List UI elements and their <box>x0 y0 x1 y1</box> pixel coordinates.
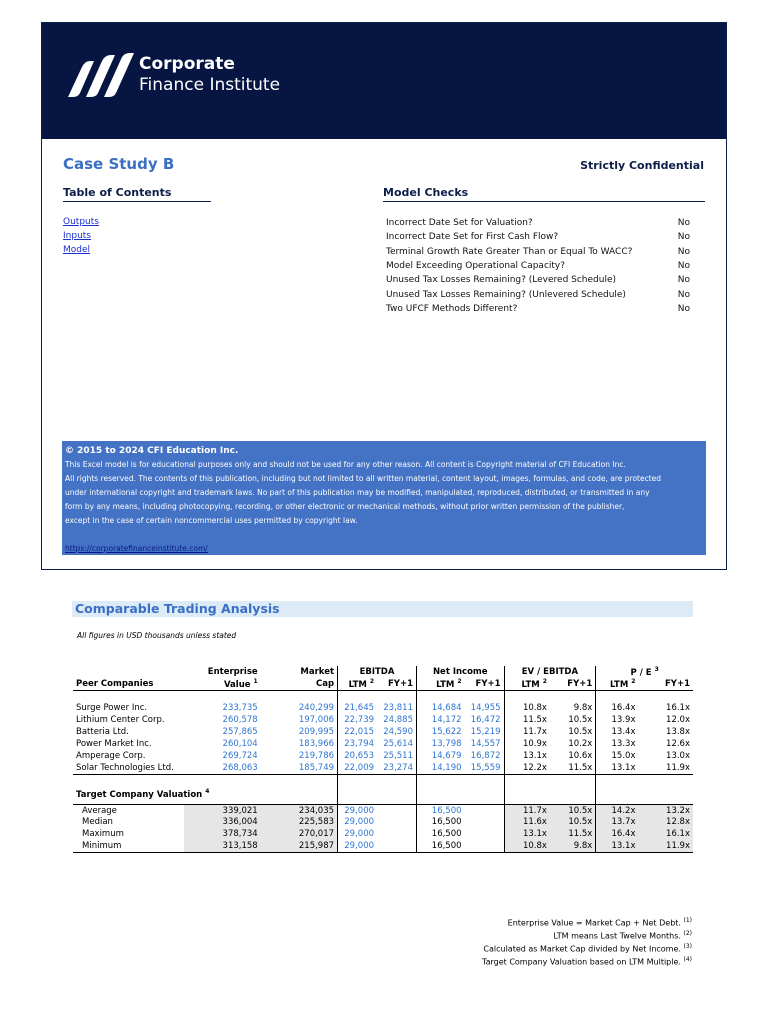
peer-ebitda-fy1: 23,811 <box>383 703 413 714</box>
model-check-answer: No <box>677 260 690 271</box>
stat-ev: 378,734 <box>184 828 261 840</box>
footnote-marker: 4 <box>205 788 210 796</box>
peer-ev-ebitda-fy1: 9.8x <box>573 703 593 714</box>
spacer-cell <box>465 774 504 788</box>
peer-ev-ebitda-ltm: 12.2x <box>504 762 550 774</box>
peer-ev-ebitda-ltm: 10.8x <box>504 702 550 714</box>
model-check-row <box>386 304 690 318</box>
spacer-cell <box>184 774 261 788</box>
spacer-cell <box>417 690 465 702</box>
peer-row <box>73 750 693 762</box>
spacer-cell <box>504 774 550 788</box>
peer-pe-fy1: 13.0x <box>666 751 690 762</box>
spacer-cell <box>550 774 596 788</box>
stat-name: Maximum <box>82 829 124 840</box>
peer-ev: 260,578 <box>222 715 258 726</box>
stat-ebitda-fy1 <box>377 828 416 840</box>
model-check-row <box>386 232 690 246</box>
spacer-cell <box>596 788 639 800</box>
footnote-marker: (2) <box>683 930 692 937</box>
stat-market-cap: 270,017 <box>261 828 338 840</box>
spacer-cell <box>377 690 416 702</box>
peer-netincome-fy1: 15,559 <box>465 762 504 774</box>
stat-ev-ebitda-fy1: 9.8x <box>550 840 596 852</box>
copyright-line: except in the case of certain noncommercial uses permitted by copyright law. <box>65 516 358 525</box>
model-check-question: Terminal Growth Rate Greater Than or Equal To WACC? <box>386 246 633 257</box>
peer-netincome-ltm: 14,679 <box>417 750 465 762</box>
cover-sheet <box>41 22 727 570</box>
col-evebitda-label: EV / EBITDA <box>504 666 596 678</box>
peer-ebitda-fy1: 24,885 <box>383 715 413 726</box>
spacer-cell <box>638 788 693 800</box>
ltm-text: LTM <box>521 679 540 690</box>
spacer-cell <box>338 788 377 800</box>
stat-ev-ebitda-fy1: 10.5x <box>550 804 596 816</box>
peer-name: Batteria Ltd. <box>76 727 129 738</box>
stat-name: Average <box>73 804 184 816</box>
col-ev-label-2 <box>184 678 261 690</box>
peer-ev: 260,104 <box>222 739 258 750</box>
model-check-answer: No <box>677 289 690 300</box>
cfi-banner <box>42 23 726 139</box>
stat-ev-ebitda-ltm: 11.7x <box>504 804 550 816</box>
stat-netincome-ltm: 16,500 <box>417 804 465 816</box>
peer-row <box>73 738 693 750</box>
model-check-answer: No <box>677 275 690 286</box>
footnote-text: Enterprise Value = Market Cap + Net Debt. <box>507 918 681 928</box>
footnote-marker: 2 <box>542 678 547 685</box>
peer-pe-ltm: 13.9x <box>596 714 639 726</box>
stat-netincome-fy1 <box>465 840 504 852</box>
spacer-cell <box>261 690 338 702</box>
col-ebitda-label: EBITDA <box>338 666 417 678</box>
target-heading-row <box>73 788 693 800</box>
brand-line-1: Corporate <box>139 54 235 74</box>
peer-name: Amperage Corp. <box>76 751 146 762</box>
spacer-cell <box>596 690 639 702</box>
spacer-cell <box>73 690 184 702</box>
model-check-answer: No <box>677 246 690 257</box>
stat-netincome-ltm: 16,500 <box>417 828 465 840</box>
peer-pe-ltm: 13.1x <box>596 762 639 774</box>
model-check-row <box>386 218 690 232</box>
peer-market-cap: 219,786 <box>298 751 335 762</box>
header-row-2 <box>73 678 693 690</box>
footnote-marker: (4) <box>683 956 692 963</box>
peer-row <box>73 714 693 726</box>
peer-ebitda-ltm: 22,015 <box>338 726 377 738</box>
copyright-line: under international copyright and trademark laws. No part of this publication may be modified, manipulated, reproduced, distributed, or transmitted in any <box>65 488 650 497</box>
spacer-cell <box>465 690 504 702</box>
ltm-text: LTM <box>348 679 367 690</box>
peer-ev: 233,735 <box>222 703 258 714</box>
footnote-text: LTM means Last Twelve Months. <box>553 931 681 941</box>
model-check-row <box>386 275 690 289</box>
stat-pe-ltm: 13.7x <box>596 816 639 828</box>
peer-pe-ltm: 15.0x <box>596 750 639 762</box>
stat-pe-fy1: 16.1x <box>638 828 693 840</box>
peer-netincome-fy1: 15,219 <box>470 727 501 738</box>
stat-name: Minimum <box>73 840 184 852</box>
peer-pe-fy1: 16.1x <box>666 703 690 714</box>
fy-label: FY+1 <box>638 678 693 690</box>
confidential-label: Strictly Confidential <box>580 159 704 172</box>
stat-ebitda-fy1 <box>377 840 416 852</box>
comparable-trading-table <box>73 666 693 853</box>
peer-ev-ebitda-fy1: 11.5x <box>550 762 596 774</box>
peer-row <box>73 762 693 774</box>
peer-pe-fy1: 13.8x <box>666 727 690 738</box>
model-check-answer: No <box>677 232 690 243</box>
spacer-cell <box>504 690 550 702</box>
stat-netincome-ltm: 16,500 <box>417 840 465 852</box>
peer-ebitda-ltm: 21,645 <box>338 702 377 714</box>
spacer-cell <box>596 774 639 788</box>
peer-row <box>73 702 693 714</box>
stat-netincome-ltm: 16,500 <box>417 816 465 828</box>
peer-name: Solar Technologies Ltd. <box>73 762 184 774</box>
peer-market-cap: 197,006 <box>298 715 335 726</box>
peer-ebitda-ltm: 20,653 <box>338 750 377 762</box>
peer-name: Power Market Inc. <box>76 739 152 750</box>
stat-ev: 313,158 <box>184 840 261 852</box>
copyright-block <box>62 441 706 555</box>
stat-ebitda-ltm: 29,000 <box>338 816 377 828</box>
col-ev-label: Enterprise <box>207 667 258 677</box>
peer-ebitda-fy1: 25,614 <box>383 739 413 750</box>
copyright-line: form by any means, including photocopying, recording, or other electronic or mechanical methods, without prior written permission of the publisher, <box>65 502 625 511</box>
stat-ev-ebitda-ltm: 13.1x <box>504 828 550 840</box>
model-check-question: Unused Tax Losses Remaining? (Levered Schedule) <box>386 275 617 286</box>
spacer-cell <box>417 774 465 788</box>
peer-netincome-ltm: 13,798 <box>417 738 465 750</box>
fy-label: FY+1 <box>377 678 416 690</box>
peer-pe-ltm: 13.3x <box>596 738 639 750</box>
peer-pe-fy1: 12.0x <box>666 715 690 726</box>
spacer-cell <box>504 788 550 800</box>
stat-ev-ebitda-fy1: 11.5x <box>550 828 596 840</box>
stat-pe-fy1: 13.2x <box>638 804 693 816</box>
stat-pe-fy1: 11.9x <box>638 840 693 852</box>
footnote-marker: (3) <box>683 943 692 950</box>
peer-ebitda-ltm: 22,739 <box>338 714 377 726</box>
fy-label: FY+1 <box>550 678 596 690</box>
peer-ev: 268,063 <box>184 762 261 774</box>
spacer-cell <box>377 788 416 800</box>
stat-ebitda-ltm: 29,000 <box>338 804 377 816</box>
ltm-label <box>417 678 465 690</box>
peer-market-cap: 185,749 <box>261 762 338 774</box>
model-check-answer: No <box>677 303 690 314</box>
col-pe-label <box>596 666 693 678</box>
stat-market-cap: 215,987 <box>261 840 338 852</box>
section-title: Comparable Trading Analysis <box>72 601 693 617</box>
stat-ev-ebitda-ltm: 11.6x <box>504 816 550 828</box>
model-check-row <box>386 261 690 275</box>
peer-market-cap: 240,299 <box>298 703 335 714</box>
stat-netincome-fy1 <box>465 804 504 816</box>
ltm-label <box>504 678 550 690</box>
peer-netincome-ltm: 15,622 <box>417 726 465 738</box>
stat-row <box>73 840 693 852</box>
stat-ev-ebitda-ltm: 10.8x <box>504 840 550 852</box>
peer-pe-fy1: 11.9x <box>638 762 693 774</box>
peer-ev-ebitda-fy1: 10.6x <box>568 751 593 762</box>
peer-ev-ebitda-ltm: 11.7x <box>504 726 550 738</box>
model-check-answer: No <box>677 218 690 228</box>
stat-name: Median <box>82 817 113 828</box>
footnote-text: Target Company Valuation based on LTM Multiple. <box>482 957 681 967</box>
spacer-cell <box>638 774 693 788</box>
peer-ev-ebitda-fy1: 10.2x <box>568 739 593 750</box>
model-check-row <box>386 247 690 261</box>
footnote-marker: 2 <box>369 678 375 685</box>
peer-ebitda-ltm: 23,794 <box>338 738 377 750</box>
peer-market-cap: 183,966 <box>298 739 335 750</box>
peer-row <box>73 726 693 738</box>
peer-netincome-ltm: 14,172 <box>417 714 465 726</box>
spacer-cell <box>417 788 465 800</box>
footnote-marker: 2 <box>631 678 636 685</box>
units-note: All figures in USD thousands unless stated <box>77 631 237 640</box>
model-check-row <box>386 290 690 304</box>
stat-ebitda-ltm: 29,000 <box>338 840 377 852</box>
cfi-website-link[interactable]: https://corporatefinanceinstitute.com/ <box>65 544 208 553</box>
peer-ev-ebitda-fy1: 10.5x <box>568 715 593 726</box>
footnote <box>508 917 692 928</box>
stat-netincome-fy1 <box>465 816 504 828</box>
cfi-logo-icon <box>66 53 136 99</box>
spacer-row <box>73 774 693 788</box>
stat-ebitda-fy1 <box>377 804 416 816</box>
toc-heading: Table of Contents <box>63 186 211 202</box>
spacer-cell <box>465 788 504 800</box>
peer-pe-ltm: 16.4x <box>596 702 639 714</box>
footnote-marker: 2 <box>457 678 462 685</box>
pe-label-text: P / E <box>630 667 652 678</box>
col-peer-label: Peer Companies <box>73 678 184 690</box>
ltm-text: LTM <box>436 679 455 690</box>
peer-pe-fy1: 12.6x <box>666 739 690 750</box>
model-check-question: Incorrect Date Set for First Cash Flow? <box>386 232 559 243</box>
spacer-cell <box>377 774 416 788</box>
footnote <box>483 943 692 954</box>
footnote-marker: 1 <box>253 678 258 685</box>
peer-pe-ltm: 13.4x <box>596 726 639 738</box>
spacer-row <box>73 690 693 702</box>
ltm-text: LTM <box>610 679 629 690</box>
stat-pe-fy1: 12.8x <box>638 816 693 828</box>
toc-link-outputs[interactable]: Outputs <box>63 217 99 227</box>
peer-name: Lithium Center Corp. <box>76 715 165 726</box>
stat-row <box>73 828 693 840</box>
ev-label-text: Value <box>223 679 251 690</box>
peer-netincome-ltm: 14,684 <box>417 702 465 714</box>
peer-ebitda-fy1: 23,274 <box>377 762 416 774</box>
stat-ebitda-ltm: 29,000 <box>338 828 377 840</box>
footnote-marker: (1) <box>683 917 692 924</box>
stat-pe-ltm: 16.4x <box>596 828 639 840</box>
footnote-marker: 3 <box>654 666 659 674</box>
target-heading-text: Target Company Valuation <box>76 790 203 801</box>
toc-link-inputs[interactable]: Inputs <box>63 231 91 241</box>
page-title: Case Study B <box>63 155 175 173</box>
stat-ev-ebitda-fy1: 10.5x <box>550 816 596 828</box>
footnote-text: Calculated as Market Cap divided by Net Income. <box>483 944 681 954</box>
spacer-cell <box>338 690 377 702</box>
peer-ebitda-fy1: 24,590 <box>383 727 413 738</box>
footnote <box>553 930 692 941</box>
spacer-cell <box>550 690 596 702</box>
stat-market-cap: 234,035 <box>261 804 338 816</box>
peer-netincome-fy1: 16,472 <box>470 715 501 726</box>
peer-name: Surge Power Inc. <box>76 703 148 714</box>
peer-ev: 257,865 <box>222 727 258 738</box>
peer-netincome-ltm: 14,190 <box>417 762 465 774</box>
copyright-line: All rights reserved. The contents of this publication, including but not limited to all written material, content layout, images, formulas, and code, are protected <box>65 474 662 483</box>
spacer-cell <box>338 774 377 788</box>
stat-netincome-fy1 <box>465 828 504 840</box>
col-mc-label-2: Cap <box>261 678 338 690</box>
peer-ev: 269,724 <box>222 751 258 762</box>
stat-row <box>73 804 693 816</box>
peer-netincome-fy1: 14,557 <box>470 739 501 750</box>
ltm-label <box>338 678 377 690</box>
header-row-1 <box>73 666 693 678</box>
stat-ev: 339,021 <box>184 804 261 816</box>
footnote <box>482 956 692 967</box>
model-check-question: Unused Tax Losses Remaining? (Unlevered Schedule) <box>386 289 626 300</box>
stat-row <box>73 816 693 828</box>
col-netincome-label: Net Income <box>417 666 505 678</box>
spacer-cell <box>73 774 184 788</box>
model-check-question: Model Exceeding Operational Capacity? <box>386 260 566 271</box>
toc-link-model[interactable]: Model <box>63 245 91 255</box>
stat-ev: 336,004 <box>184 816 261 828</box>
copyright-line: This Excel model is for educational purposes only and should not be used for any other reason. All content is Copyright material of CFI Education Inc. <box>65 460 626 469</box>
spacer-cell <box>184 690 261 702</box>
peer-netincome-fy1: 14,955 <box>470 703 501 714</box>
peer-market-cap: 209,995 <box>298 727 335 738</box>
peer-ev-ebitda-ltm: 10.9x <box>504 738 550 750</box>
model-check-question: Two UFCF Methods Different? <box>386 303 518 314</box>
peer-ev-ebitda-ltm: 11.5x <box>504 714 550 726</box>
peer-netincome-fy1: 16,872 <box>470 751 501 762</box>
model-checks-heading: Model Checks <box>383 186 705 202</box>
stat-ebitda-fy1 <box>377 816 416 828</box>
ltm-label <box>596 678 639 690</box>
stat-pe-ltm: 13.1x <box>596 840 639 852</box>
brand-line-2: Finance Institute <box>139 75 281 95</box>
target-heading <box>73 788 338 800</box>
fy-label: FY+1 <box>465 678 504 690</box>
col-mc-label: Market <box>300 667 335 677</box>
peer-ebitda-fy1: 25,511 <box>383 751 413 762</box>
spacer-cell <box>638 690 693 702</box>
spacer-cell <box>261 774 338 788</box>
peer-ebitda-ltm: 22,009 <box>338 762 377 774</box>
peer-ev-ebitda-fy1: 10.5x <box>568 727 593 738</box>
stat-pe-ltm: 14.2x <box>596 804 639 816</box>
spacer-cell <box>550 788 596 800</box>
copyright-title: © 2015 to 2024 CFI Education Inc. <box>65 446 239 456</box>
peer-ev-ebitda-ltm: 13.1x <box>504 750 550 762</box>
stat-market-cap: 225,583 <box>261 816 338 828</box>
model-check-question: Incorrect Date Set for Valuation? <box>386 218 533 228</box>
